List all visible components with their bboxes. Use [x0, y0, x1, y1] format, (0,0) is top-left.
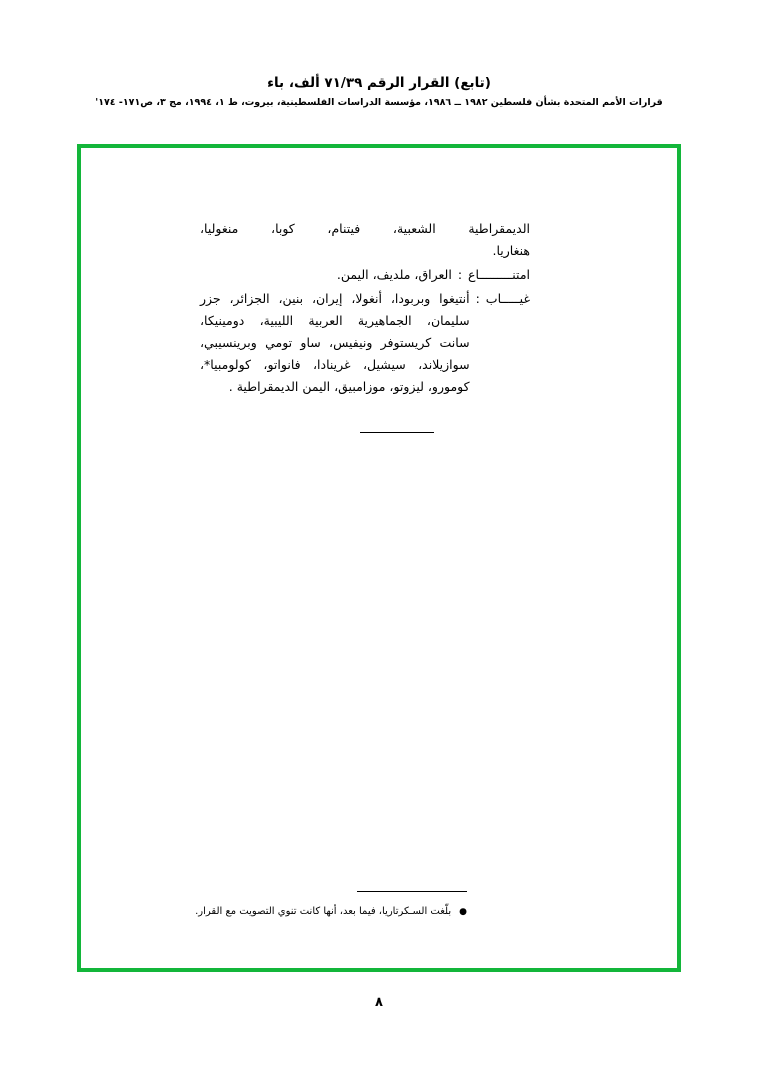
vote-row-absent-label: غيـــــاب — [485, 291, 530, 306]
absent-line-1: أنتيغوا وبربودا، أنغولا، إيران، بنين، الجزائر، جزر — [200, 291, 470, 306]
vote-row-abstain-value: العراق، ملديف، اليمن. — [336, 267, 452, 282]
page-source-line: قرارات الأمم المتحدة بشأن فلسطين ١٩٨٢ ــ ١٩٨٦، مؤسسة الدراسات الفلسطينية، بيروت، ط ١، ١٩٩٤، مج ٣، ص١٧١- ١٧٤' — [95, 97, 663, 108]
absent-line-5: كومورو، ليزوتو، موزامبيق، اليمن الديمقراطية . — [228, 379, 470, 394]
absent-line-4: سوازيلاند، سيشيل، غرينادا، فانواتو، كولومبيا*، — [200, 357, 470, 372]
section-divider-rule — [360, 432, 434, 433]
vote-row-abstain-colon: : — [457, 267, 463, 282]
vote-row-absent-values — [200, 288, 470, 398]
footnote-text: بلّغت السـكرتاريا، فيما بعد، أنها كانت تنوي التصويت مع القرار. — [195, 906, 452, 917]
green-border-frame — [77, 144, 681, 972]
absent-line-3: سانت كريستوفر ونيفيس، ساو تومي وبرينسيبي، — [200, 335, 470, 350]
vote-row-absent-colon: : — [475, 291, 480, 306]
continued-country-line-1: الديمقراطية الشعبية، فيتنام، كوبا، منغوليا، — [200, 221, 530, 236]
vote-row-absent — [200, 288, 530, 398]
footnote-separator-rule — [357, 891, 467, 892]
page-title: (تابع) القرار الرقم ٧١/٣٩ ألف، باء — [267, 75, 491, 91]
page-number: ٨ — [375, 995, 383, 1010]
page-header — [0, 74, 758, 110]
vote-row-abstain-label: امتنـــــــــاع — [468, 267, 530, 282]
footnote — [137, 904, 467, 920]
footnote-bullet-icon: ● — [459, 907, 467, 917]
absent-line-2: سليمان، الجماهيرية العربية الليبية، دومينيكا، — [200, 313, 470, 328]
continued-country-line-2: هنغاريا. — [492, 243, 530, 258]
vote-record-block — [200, 218, 530, 398]
vote-row-abstain — [200, 264, 530, 286]
